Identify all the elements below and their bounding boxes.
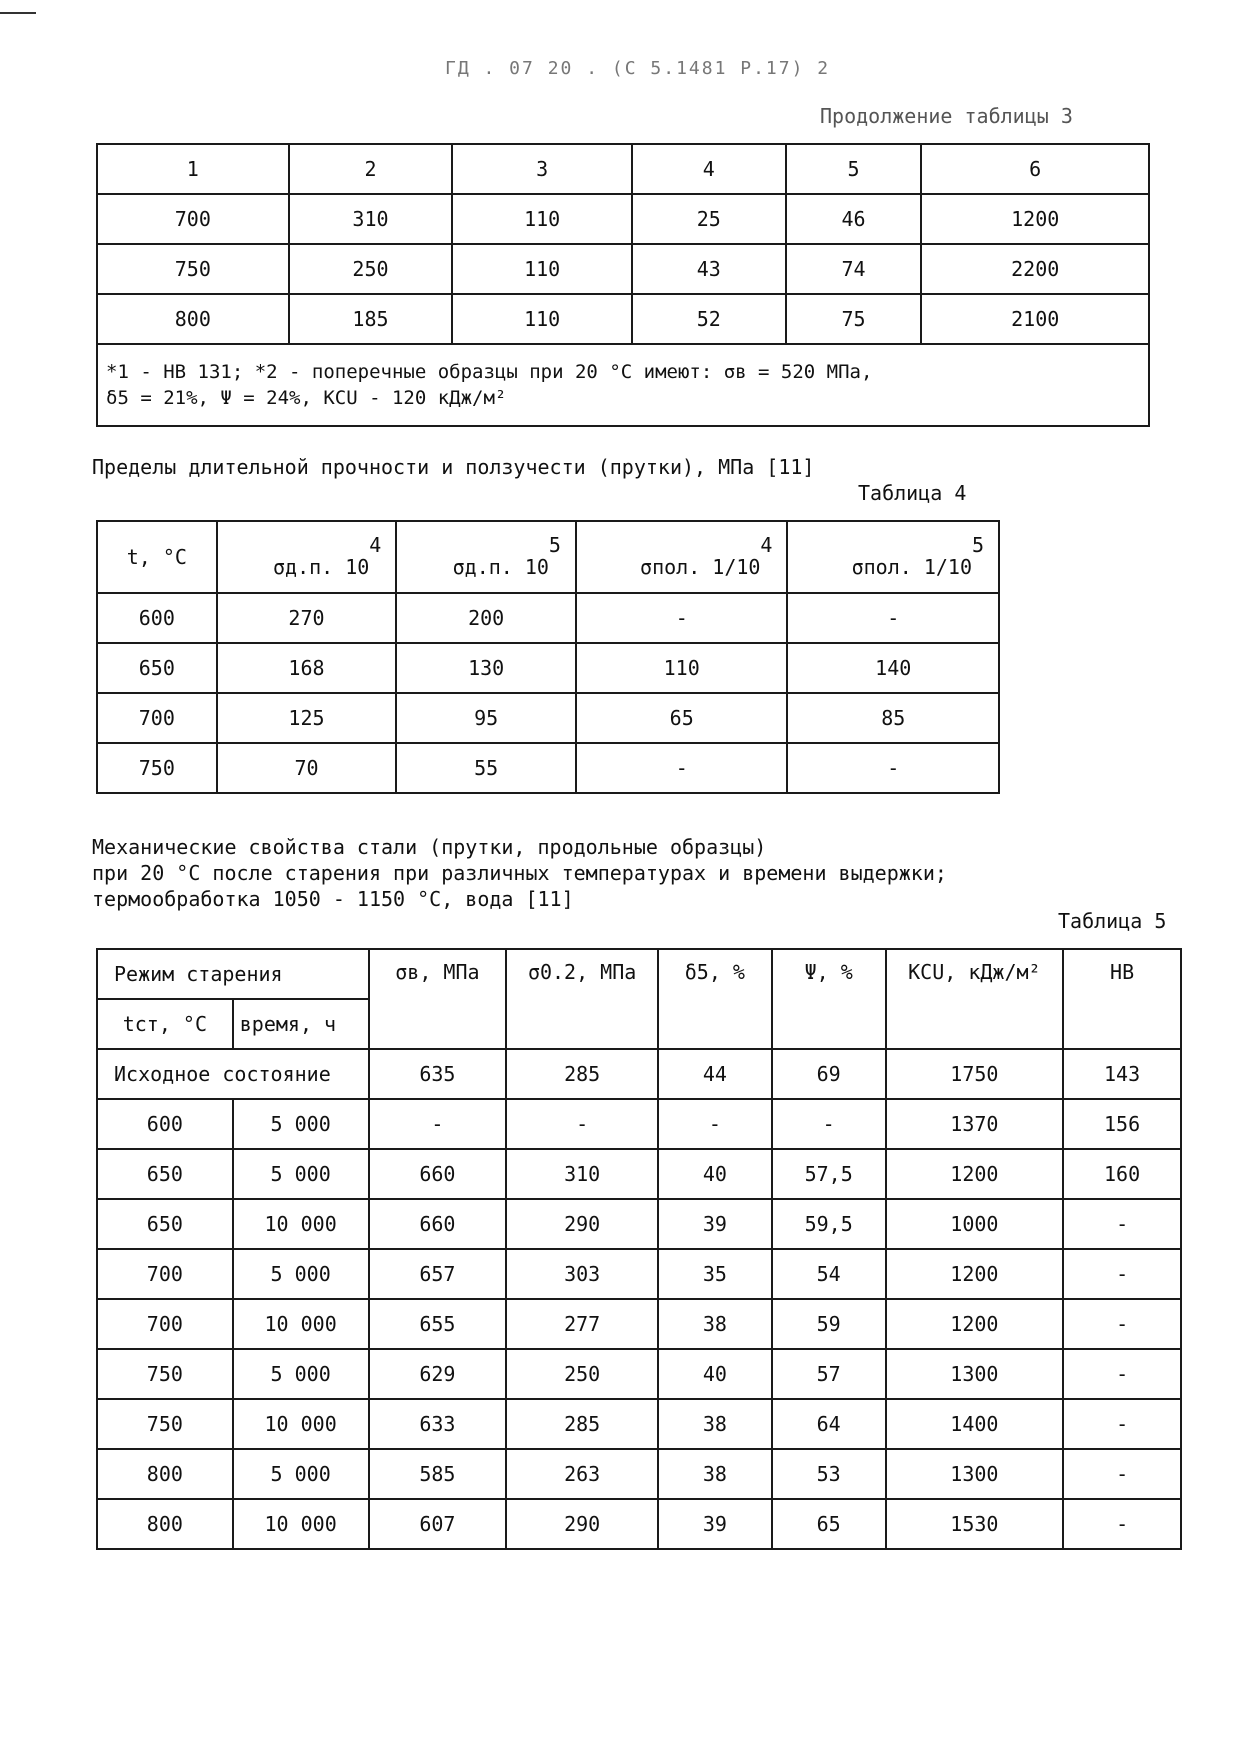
table-cell: 585 xyxy=(369,1449,507,1499)
table-cell: 39 xyxy=(658,1199,772,1249)
table-cell: 57 xyxy=(772,1349,886,1399)
table-cell: 629 xyxy=(369,1349,507,1399)
table-cell: 25 xyxy=(632,194,786,244)
table-cell: 270 xyxy=(217,593,397,643)
corner-mark xyxy=(0,12,36,14)
table-cell: 185 xyxy=(289,294,453,344)
table-cell: 74 xyxy=(786,244,922,294)
table-cell: 277 xyxy=(506,1299,658,1349)
table-cell: 2200 xyxy=(921,244,1149,294)
table5-header-uts: σв, МПа xyxy=(369,949,507,1049)
table-cell: 657 xyxy=(369,1249,507,1299)
table-cell: 168 xyxy=(217,643,397,693)
table-cell: 655 xyxy=(369,1299,507,1349)
table-3 xyxy=(96,143,1150,427)
table-cell: 303 xyxy=(506,1249,658,1299)
table4-header-creep-1e4: 4 σпол. 1/10 xyxy=(576,521,788,593)
table-cell: 263 xyxy=(506,1449,658,1499)
table-row xyxy=(97,593,999,643)
table5-caption xyxy=(92,834,947,912)
table-cell: 55 xyxy=(396,743,576,793)
table-cell: 600 xyxy=(97,593,217,643)
table-cell: - xyxy=(658,1099,772,1149)
table-cell: 35 xyxy=(658,1249,772,1299)
table-cell: 285 xyxy=(506,1399,658,1449)
table-cell: 250 xyxy=(506,1349,658,1399)
table-cell: 156 xyxy=(1063,1099,1181,1149)
table-cell: 600 xyxy=(97,1099,233,1149)
table3-col-4: 4 xyxy=(632,144,786,194)
table4-header-row xyxy=(97,521,999,593)
table-cell: - xyxy=(1063,1399,1181,1449)
table-cell: 200 xyxy=(396,593,576,643)
table4-label: Таблица 4 xyxy=(858,481,967,505)
table5-header-yield: σ0.2, МПа xyxy=(506,949,658,1049)
table-cell: 140 xyxy=(787,643,999,693)
table5-header-kcu: KCU, кДж/м² xyxy=(886,949,1064,1049)
table-cell: 130 xyxy=(396,643,576,693)
table-cell: 700 xyxy=(97,194,289,244)
table-cell: 750 xyxy=(97,1399,233,1449)
table-cell: 110 xyxy=(452,244,632,294)
table-cell: 10 000 xyxy=(233,1499,369,1549)
table-row xyxy=(97,1299,1181,1349)
table3-col-3: 3 xyxy=(452,144,632,194)
table-cell: 65 xyxy=(772,1499,886,1549)
table-cell: 143 xyxy=(1063,1049,1181,1099)
table-cell: 95 xyxy=(396,693,576,743)
table-cell: 5 000 xyxy=(233,1449,369,1499)
table-cell: 10 000 xyxy=(233,1199,369,1249)
table-cell: 125 xyxy=(217,693,397,743)
table3-continuation-label: Продолжение таблицы 3 xyxy=(820,104,1073,128)
table4-header-rupture-1e5: 5 σд.п. 10 xyxy=(396,521,576,593)
table-cell: 38 xyxy=(658,1299,772,1349)
table-row xyxy=(97,693,999,743)
table5-header-elongation: δ5, % xyxy=(658,949,772,1049)
table-row xyxy=(97,1499,1181,1549)
table-cell: 5 000 xyxy=(233,1349,369,1399)
table-cell: 800 xyxy=(97,1499,233,1549)
table-cell: 285 xyxy=(506,1049,658,1099)
table-cell: 1300 xyxy=(886,1449,1064,1499)
table-cell: 38 xyxy=(658,1449,772,1499)
table-cell: 10 000 xyxy=(233,1399,369,1449)
footnote-line-2: δ5 = 21%, Ψ = 24%, KCU - 120 кДж/м² xyxy=(106,387,507,409)
table-row xyxy=(97,1099,1181,1149)
table-cell: 250 xyxy=(289,244,453,294)
table-cell: 46 xyxy=(786,194,922,244)
table-row xyxy=(97,194,1149,244)
table-cell: 110 xyxy=(576,643,788,693)
table-cell: - xyxy=(576,593,788,643)
table4-caption: Пределы длительной прочности и ползучести (прутки), МПа [11] xyxy=(92,455,815,479)
table-row xyxy=(97,1149,1181,1199)
table5-initial-label: Исходное состояние xyxy=(97,1049,369,1099)
table-cell: 700 xyxy=(97,1299,233,1349)
table-cell: 700 xyxy=(97,693,217,743)
table-cell: 69 xyxy=(772,1049,886,1099)
table-row xyxy=(97,743,999,793)
document-code: ГД . 07 20 . (С 5.1481 Р.17) 2 xyxy=(445,58,831,79)
table-cell: - xyxy=(1063,1349,1181,1399)
table-cell: 38 xyxy=(658,1399,772,1449)
table-cell: - xyxy=(1063,1499,1181,1549)
table-cell: - xyxy=(787,593,999,643)
table5-initial-row xyxy=(97,1049,1181,1099)
table-row xyxy=(97,1249,1181,1299)
table-cell: 800 xyxy=(97,1449,233,1499)
table-row xyxy=(97,1349,1181,1399)
table-cell: 800 xyxy=(97,294,289,344)
table-cell: 633 xyxy=(369,1399,507,1449)
table-cell: 110 xyxy=(452,294,632,344)
table-cell: 1400 xyxy=(886,1399,1064,1449)
table-cell: - xyxy=(787,743,999,793)
table-cell: 635 xyxy=(369,1049,507,1099)
table-cell: 65 xyxy=(576,693,788,743)
table-row xyxy=(97,643,999,693)
table-cell: 700 xyxy=(97,1249,233,1299)
table-cell: 53 xyxy=(772,1449,886,1499)
table-row xyxy=(97,294,1149,344)
table-cell: 1370 xyxy=(886,1099,1064,1149)
table-cell: 64 xyxy=(772,1399,886,1449)
table-cell: 52 xyxy=(632,294,786,344)
table-cell: 1200 xyxy=(921,194,1149,244)
table-cell: 650 xyxy=(97,1149,233,1199)
table-cell: 2100 xyxy=(921,294,1149,344)
table5-header-hb: HB xyxy=(1063,949,1181,1049)
table-cell: - xyxy=(369,1099,507,1149)
table-cell: 70 xyxy=(217,743,397,793)
table-cell: 1750 xyxy=(886,1049,1064,1099)
table3-col-5: 5 xyxy=(786,144,922,194)
table5-caption-line-3: термообработка 1050 - 1150 °С, вода [11] xyxy=(92,887,574,911)
table3-header-row xyxy=(97,144,1149,194)
table3-note-row xyxy=(97,344,1149,426)
table3-col-2: 2 xyxy=(289,144,453,194)
table-cell: - xyxy=(1063,1249,1181,1299)
table5-header-reduction: Ψ, % xyxy=(772,949,886,1049)
table-cell: 85 xyxy=(787,693,999,743)
table-cell: 44 xyxy=(658,1049,772,1099)
table-cell: 310 xyxy=(506,1149,658,1199)
table5-header-mode: Режим старения xyxy=(97,949,369,999)
table-cell: 660 xyxy=(369,1199,507,1249)
table-cell: 54 xyxy=(772,1249,886,1299)
table-cell: 750 xyxy=(97,1349,233,1399)
table-cell: - xyxy=(506,1099,658,1149)
table-row xyxy=(97,1449,1181,1499)
table-cell: 59 xyxy=(772,1299,886,1349)
table-cell: - xyxy=(772,1099,886,1149)
table4-header-temp: t, °C xyxy=(97,521,217,593)
table-row xyxy=(97,244,1149,294)
table-cell: 39 xyxy=(658,1499,772,1549)
table5-caption-line-1: Механические свойства стали (прутки, продольные образцы) xyxy=(92,835,767,859)
footnote-line-1: *1 - HB 131; *2 - поперечные образцы при 20 °С имеют: σв = 520 МПа, xyxy=(106,361,873,383)
table-cell: 1200 xyxy=(886,1149,1064,1199)
table-cell: 5 000 xyxy=(233,1249,369,1299)
table-5 xyxy=(96,948,1182,1550)
table-cell: 57,5 xyxy=(772,1149,886,1199)
table-cell: 160 xyxy=(1063,1149,1181,1199)
table-cell: 650 xyxy=(97,643,217,693)
table-cell: 59,5 xyxy=(772,1199,886,1249)
table-cell: 5 000 xyxy=(233,1149,369,1199)
table-row xyxy=(97,1399,1181,1449)
table5-header-temp: tст, °С xyxy=(97,999,233,1049)
table-cell: 1200 xyxy=(886,1299,1064,1349)
table-4 xyxy=(96,520,1000,794)
table-cell: 310 xyxy=(289,194,453,244)
table3-col-1: 1 xyxy=(97,144,289,194)
table-cell: 650 xyxy=(97,1199,233,1249)
table-cell: 10 000 xyxy=(233,1299,369,1349)
table5-label: Таблица 5 xyxy=(1058,909,1167,933)
table-cell: 750 xyxy=(97,743,217,793)
table-cell: 750 xyxy=(97,244,289,294)
table-row xyxy=(97,1199,1181,1249)
table-cell: 1300 xyxy=(886,1349,1064,1399)
table5-header-row-1 xyxy=(97,949,1181,999)
table-cell: 660 xyxy=(369,1149,507,1199)
table-cell: 1200 xyxy=(886,1249,1064,1299)
table-cell: 1530 xyxy=(886,1499,1064,1549)
table-cell: 290 xyxy=(506,1199,658,1249)
table5-header-time: время, ч xyxy=(233,999,369,1049)
table-cell: - xyxy=(1063,1199,1181,1249)
table-cell: 1000 xyxy=(886,1199,1064,1249)
table-cell: - xyxy=(576,743,788,793)
table-cell: 43 xyxy=(632,244,786,294)
table4-header-rupture-1e4: 4 σд.п. 10 xyxy=(217,521,397,593)
table5-caption-line-2: при 20 °С после старения при различных температурах и времени выдержки; xyxy=(92,861,947,885)
table3-footnote xyxy=(97,344,1149,426)
table-cell: 607 xyxy=(369,1499,507,1549)
table-cell: 40 xyxy=(658,1149,772,1199)
table-cell: 40 xyxy=(658,1349,772,1399)
table-cell: 110 xyxy=(452,194,632,244)
table-cell: - xyxy=(1063,1299,1181,1349)
table-cell: 5 000 xyxy=(233,1099,369,1149)
table4-header-creep-1e5: 5 σпол. 1/10 xyxy=(787,521,999,593)
table-cell: 75 xyxy=(786,294,922,344)
table-cell: - xyxy=(1063,1449,1181,1499)
table3-col-6: 6 xyxy=(921,144,1149,194)
table-cell: 290 xyxy=(506,1499,658,1549)
